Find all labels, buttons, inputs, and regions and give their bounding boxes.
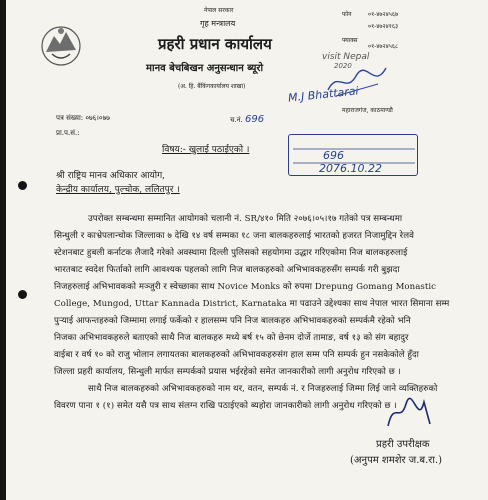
signature-title: प्रहरी उपरीक्षक [376,439,430,450]
received-stamp [288,134,418,176]
stamp-number: 696 [323,149,344,162]
section-label: (अ. हि. बैंकिंगकार्यालय शाखा) [178,83,246,90]
body-line-1: उपरोक्त सम्बन्धमा सम्मानित आयोगको चलानी नं. SR/४१० मिति २०७६।०५।१७ गतेको पत्र सम्बन्धमा [88,214,403,224]
phone-label: फोन [342,11,352,18]
bureau-title: मानव बेचबिखन अनुसन्धान ब्यूरो [146,63,264,74]
body-line-9: वाईबा र वर्ष १० को राजु भोलान लगायतका बालकहरुको अभिभावकहरुसंग हाल सम्म पनि सम्पर्क हुन नसकेकोले हुँदा [54,350,419,360]
punch-hole-top [18,181,27,190]
location-label: महाराजगंज, काठमाण्डौ [342,107,393,114]
stamp-date: 2076.10.22 [319,162,382,175]
body-line-3: स्टेशनबाट हुबली कर्नाटक लैजादै गरेको अवस्थामा दिल्ली पुलिसको सहयोगमा उद्धार गरिएकोमा निज बालकहरुलाई [54,248,408,258]
fax-number: ०१-४७२४५६८ [368,43,399,50]
body-line-10: जिल्ला प्रहरी कार्यालय, सिन्धुली मार्फत सम्पर्कको प्रयास भईरहेको समेत जानकारीको लागी अनुरोध गरिएको छ । [54,367,401,377]
pra-pa-sam: प्रा.प.सं.: [56,129,80,137]
signature-name: (अनुपम शमशेर ज.ब.रा.) [350,455,443,466]
patra-sankhya: पत्र संख्या: ०७६।०७७ [56,114,110,122]
body-line-2: सिन्धुली र काभ्रेपलान्चोक जिल्लाका ७ देखि १४ वर्ष सम्मका १८ जना बालकहरुलाई भारतको हजरत निजामुद्दिन रेलवे [54,231,414,241]
signature-mark [384,396,434,432]
phone-number-2: ०१-४७२४१६३ [368,23,399,30]
handwritten-scribble [326,60,396,100]
ministry-label: गृह मन्त्रालय [200,19,236,28]
fax-label: फ्याक्स [342,37,358,44]
letter-page [6,0,488,500]
subject-line: विषय:- खुलाई पठाईएको । [162,145,250,155]
body-line-6: College, Mungod, Uttar Kannada District, Karnataka मा पढाउने उद्देश्यका साथ नेपाल भारत सिमाना सम्म [54,299,450,309]
body-line-11: साथै निज बालकहरुको अभिभावकहरुको नाम थर, वतन, सम्पर्क नं. र निजहरुलाई जिम्मा लिई जाने व्यक्तिहरुको [88,384,438,394]
body-line-12: विवरण पाना १ (१) समेत यसै पत्र साथ संलग्न राखि पठाईएको ब्यहोरा जानकारीको लागी अनुरोध गरिएको छ । [54,401,397,411]
body-line-4: भारतबाट स्वदेश फिर्ताको लागि आवश्यक पहलको लागि निज बालकहरुको अभिभावकहरुसँग सम्पर्क गरी बुझदा [54,265,400,275]
nepal-emblem-icon [38,22,84,68]
punch-hole-bottom [18,290,27,299]
office-title: प्रहरी प्रधान कार्यालय [158,35,272,53]
chalani-number: च.नं. 696 [230,114,265,125]
addressee-line-2: केन्द्रीय कार्यालय, पुल्चोक, ललितपुर । [56,185,180,195]
body-line-8: निजका अभिभावकहरुले बताएको साथै निज बालकहरु मध्ये बर्ष १५ को छेनम दोर्जे तामाङ, वर्ष १३ को संग बहादुर [54,333,409,343]
phone-number-1: ०१-४७२४५६७ [368,11,399,18]
visit-nepal-logo: visit Nepal 2020 [322,52,370,70]
body-line-5: निजहरुलाई अभिभावकको मञ्जुरी र स्वेच्छाका साथ Novice Monks को रुपमा Drepung Gomang Monastic [54,282,437,292]
government-label: नेपाल सरकार [204,7,234,14]
handwritten-note: M.J Bhattarai [287,84,360,105]
body-line-7: पुऱ्याई आफन्तहरुको जिम्मामा लगाई फर्केको र हालसम्म पनि निज बालकहरु अभिभावकहरुको सम्पर्कमै रहेको भनि [54,316,411,326]
addressee-line-1: श्री राष्ट्रिय मानव अधिकार आयोग, [56,171,166,181]
